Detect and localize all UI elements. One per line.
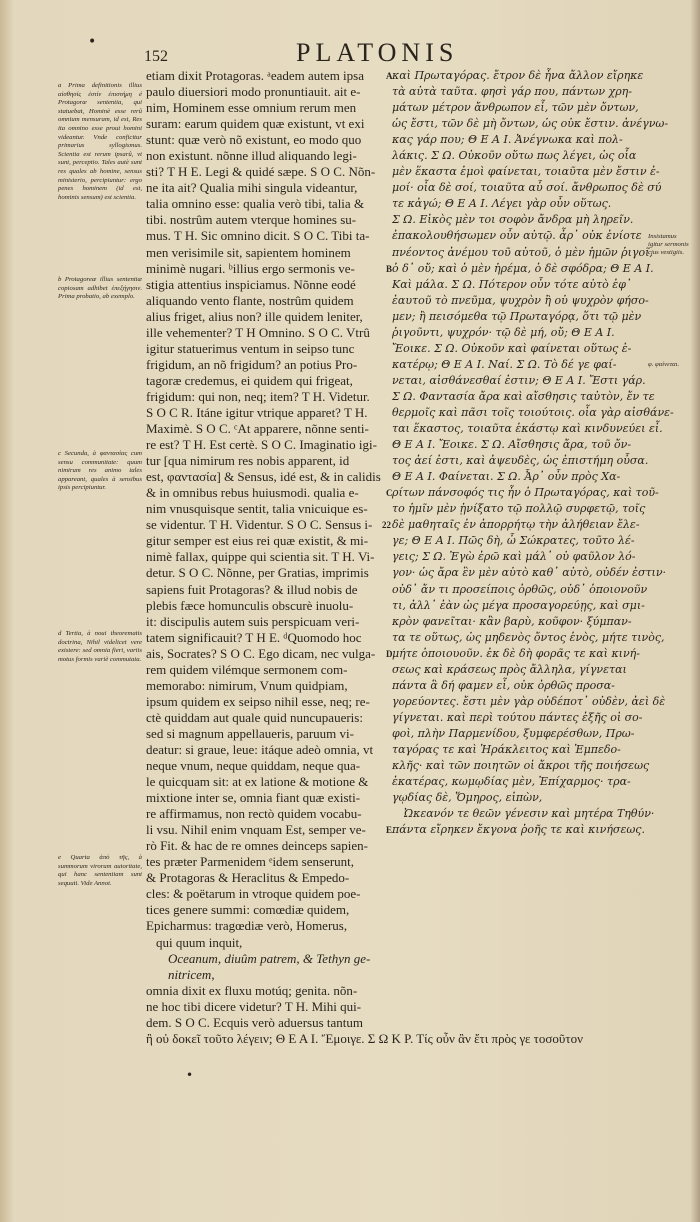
latin-line: minimè nugari. ᵇillius ergo sermonis ve- xyxy=(146,260,355,276)
latin-line: ais, Socrates? S O C. Ego dicam, nec vulga- xyxy=(146,645,376,661)
latin-line: alius friget, alius non? ille quidem leniter, xyxy=(146,308,363,324)
latin-line: tur [qua nimirum res nobis apparent, id xyxy=(146,453,350,469)
latin-line: men verisimile sit, sapientem hominem xyxy=(146,244,351,260)
latin-line: le quicquam sit: at ex latione & motione & xyxy=(146,774,369,790)
greek-line: τε κἀγώ; Θ Ε Α Ι. Λέγει γὰρ οὖν οὕτως. xyxy=(392,197,612,211)
latin-line: ἢ οὐ δοκεῖ τοῦτο λέγειν; Θ Ε Α Ι. Ἔμοιγε. Σ Ω Κ Ρ. Τίς οὖν ἂν ἔτι πρὸς γε τοσοῦτον xyxy=(146,1030,583,1046)
section-marker: 22 xyxy=(382,520,391,531)
latin-line: paulo diuersiori modo pronuntiauit. ait e- xyxy=(146,84,361,100)
greek-line: μήτε ὁποιουοῦν. ἐκ δὲ δὴ φορᾶς τε καὶ κινή- xyxy=(392,646,640,660)
greek-line: γίγνεται. καὶ περὶ τούτου πάντες ἑξῆς οἱ σο- xyxy=(392,710,643,724)
greek-line: γε; Θ Ε Α Ι. Πῶς δὴ, ὦ Σώκρατες, τοῦτο λέ- xyxy=(392,534,635,548)
greek-line: ται ἕκαστος, τοιαῦτα ἑκάστῳ καὶ κινδυνεύει εἶ. xyxy=(392,422,663,436)
greek-line: Σ Ω. Εἰκὸς μὲν τοι σοφὸν ἄνδρα μὴ ληρεῖν. xyxy=(392,213,634,227)
greek-line: ἐπακολουθήσωμεν οὖν αὐτῷ. ἆρ᾽ οὐκ ἐνίοτε xyxy=(392,229,642,243)
margin-note-b: b Protagoreæ illius sententiæ copiosam adhibet ἐπεξήγησιν. Prima probatio, ab exemplo. xyxy=(58,276,142,301)
greek-line: φοὶ, πλὴν Παρμενίδου, ξυμφερέσθων, Πρω- xyxy=(392,726,635,740)
greek-line: θερμοῖς καὶ πᾶσι τοῖς τοιούτοις. οἷα γὰρ αἰσθάνε- xyxy=(392,405,674,419)
greek-line: Ὠκεανόν τε θεῶν γένεσιν καὶ μητέρα Τηθύν· xyxy=(404,807,655,821)
section-marker: C xyxy=(386,488,393,499)
latin-line: detur. S O C. Nõnne, per Gratias, imprimis xyxy=(146,565,369,581)
latin-line: est, φαντασία] & Sensus, idé est, & in calidis xyxy=(146,469,381,485)
greek-line: γον· ὡς ἄρα ἓν μὲν αὐτὸ καθ᾽ αὑτὸ, οὐδέν ἐστιν· xyxy=(392,566,667,580)
greek-line: γεις; Σ Ω. Ἐγὼ ἐρῶ καὶ μάλ᾽ οὐ φαῦλον λό- xyxy=(392,550,636,564)
greek-line: κλῆς· καὶ τῶν ποιητῶν οἱ ἄκροι τῆς ποιήσεως xyxy=(392,759,650,773)
latin-line: igitur statuerimus ventum in seipso tunc xyxy=(146,340,355,356)
greek-line: δὲ μαθηταῖς ἐν ἀπορρήτῳ τὴν ἀλήθειαν ἔλε- xyxy=(392,518,640,532)
latin-line: li vsu. Nihil enim vnquam Est, semper ve- xyxy=(146,822,366,838)
greek-line: Θ Ε Α Ι. Φαίνεται. Σ Ω. Ἆρ᾽ οὖν πρὸς Χα- xyxy=(392,470,621,484)
latin-line: nim, Hominem esse omnium rerum men xyxy=(146,100,357,116)
section-marker: A xyxy=(386,71,393,81)
latin-line: gitur semper est eius rei quæ existit, & mi- xyxy=(146,533,369,549)
latin-line: neque vnum, neque quiddam, neque qua- xyxy=(146,758,361,774)
latin-line: tices genere summi: comœdiæ quidem, xyxy=(146,902,350,918)
margin-note-d: d Tertia, à noui theorematis doctrina, Nihil videlicet vere existere: sed omnia fieri, variis motus formis variè commutata. xyxy=(58,630,142,663)
latin-line: frigidum: qui non, neq; item? T H. Videtur. xyxy=(146,388,370,404)
margin-note-right: φ. φαίνεται. xyxy=(648,360,680,368)
greek-line: Ἔοικε. Σ Ω. Οὐκοῦν καὶ φαίνεται οὕτως ἑ- xyxy=(392,341,632,355)
ink-dot: • xyxy=(88,34,97,50)
greek-line: μοί· οἷα δὲ σοί, τοιαῦτα αὖ σοί. ἄνθρωπος δὲ σύ xyxy=(392,181,662,195)
latin-line: S O C R. Itáne igitur vtrique apparet? T H. xyxy=(146,404,368,420)
latin-line: mixtione inter se, omnia fiant quæ existi- xyxy=(146,790,361,806)
margin-note-e: e Quarta ἀπὸ τῆς, à summorum virorum autoritate, qui hanc sententiam sunt sequuti. Vide Annot. xyxy=(58,854,142,887)
greek-line: γορεύοντες. ἔστι μὲν γὰρ οὐδέποτ᾽ οὐδὲν, ἀεὶ δὲ xyxy=(392,694,666,708)
latin-line: qui quum inquit, xyxy=(156,934,243,950)
latin-line: Epicharmus: tragœdiæ verò, Homerus, xyxy=(146,918,348,934)
latin-line: tes præter Parmenidem ᵉidem senserunt, xyxy=(146,854,355,870)
greek-line: πάντα ἃ δή φαμεν εἶ, οὐκ ὀρθῶς προσα- xyxy=(392,678,615,692)
greek-line: τι, ἀλλ᾽ ἐὰν ὡς μέγα προσαγορεύῃς, καὶ σμι- xyxy=(392,598,645,612)
greek-line: κατέρῳ; Θ Ε Α Ι. Ναί. Σ Ω. Τὸ δέ γε φαί- xyxy=(392,357,617,371)
greek-line: Σ Ω. Φαντασία ἄρα καὶ αἴσθησις ταὐτὸν, ἔν τε xyxy=(392,389,655,403)
latin-line: ipsum quidem ex seipso nihil esse, neq; re- xyxy=(146,693,370,709)
latin-line: memorabo: nimirum, Vnum quidpiam, xyxy=(146,677,348,693)
latin-line: stigia attentius inspiciamus. Nõnne eodé xyxy=(146,276,356,292)
greek-line: μεν; ἢ πεισόμεθα τῷ Πρωταγόρᾳ, ὅτι τῷ μὲν xyxy=(392,309,642,323)
greek-line: ρίτων πάνσοφός τις ἦν ὁ Πρωταγόρας, καὶ τοῦ- xyxy=(392,486,659,500)
greek-line: Θ Ε Α Ι. Ἔοικε. Σ Ω. Αἴσθησις ἄρα, τοῦ ὄν- xyxy=(392,438,632,452)
latin-line: suram: earum quidem quæ existunt, vt exi xyxy=(146,116,365,132)
ink-dot: • xyxy=(186,1068,194,1082)
latin-line: re affirmamus, non rectò quidem vocabu- xyxy=(146,806,362,822)
greek-line: γῳδίας δὲ, Ὅμηρος, εἰπὼν, xyxy=(392,791,543,805)
latin-line: frigidum, an nõ frigidum? an potius Pro- xyxy=(146,356,358,372)
latin-line: stunt: quæ verò nõ existunt, eo modo quo xyxy=(146,132,362,148)
greek-line: νεται, αἰσθάνεσθαί ἐστιν; Θ Ε Α Ι. Ἔστι γάρ. xyxy=(392,373,646,387)
greek-line: λάκις. Σ Ω. Οὐκοῦν οὕτω πως λέγει, ὡς οἷα xyxy=(392,149,637,163)
latin-line: Oceanum, diuûm patrem, & Tethyn ge- xyxy=(168,950,371,966)
greek-line: πάντα εἴρηκεν ἔκγονα ῥοῆς τε καὶ κινήσεως. xyxy=(392,823,645,837)
greek-line: κας γάρ που; Θ Ε Α Ι. Ἀνέγνωκα καὶ πολ- xyxy=(392,133,623,147)
latin-line: nim vnusquisque sentit, talia vnicuique es- xyxy=(146,501,368,517)
greek-line: το ἡμῖν μὲν ᾐνίξατο τῷ πολλῷ συρφετῷ, τοῖς xyxy=(392,502,646,516)
greek-line: ἑαυτοῦ τὸ πνεῦμα, ψυχρὸν ἢ οὐ ψυχρὸν φήσο- xyxy=(392,293,649,307)
latin-line: non existunt. nõnne illud aliquando legi- xyxy=(146,148,357,164)
latin-line: & in omnibus rebus huiusmodi. qualia e- xyxy=(146,485,359,501)
latin-line: ne hoc tibi dicere videtur? T H. Mihi qui- xyxy=(146,998,362,1014)
latin-line: tagoræ credemus, ei quidem qui frigeat, xyxy=(146,372,353,388)
running-title: PLATONIS xyxy=(296,38,459,67)
latin-line: plebis fæce homunculis obscurè inuolu- xyxy=(146,597,354,613)
latin-line: nimè fallax, quippe qui scientia sit. T H. Vi- xyxy=(146,549,375,565)
page-header xyxy=(140,38,680,68)
greek-line: οὐδ᾽ ἄν τι προσείποις ὀρθῶς, οὐδ᾽ ὁποιονοῦν xyxy=(392,582,648,596)
latin-line: rem quidem vilémque sermonem com- xyxy=(146,661,348,677)
section-marker: E xyxy=(386,825,393,836)
latin-line: dem. S O C. Ecquis verò aduersus tantum xyxy=(146,1014,363,1030)
latin-line: sapiens fuit Protagoras? & illud nobis de xyxy=(146,581,358,597)
latin-line: omnia dixit ex fluxu motúq; genita. nõn- xyxy=(146,982,358,998)
binding-shadow xyxy=(690,0,700,1222)
greek-line: καὶ Πρωταγόρας. ἔτρον δὲ ἦνα ἄλλον εἴρηκε xyxy=(392,69,644,82)
latin-line: se videntur. T H. Videntur. S O C. Sensus i- xyxy=(146,517,373,533)
greek-line: μάτων μέτρον ἄνθρωπον εἶ, τῶν μὲν ὄντων, xyxy=(392,101,639,115)
greek-line: τος ἀεί ἐστι, καὶ ἀψευδὲς, ὡς ἐπιστήμη οὖσα. xyxy=(392,454,649,468)
latin-line: nitricem, xyxy=(168,966,215,982)
latin-line: re est? T H. Est certè. S O C. Imaginatio igi- xyxy=(146,437,377,453)
latin-line: ille vehementer? T H Omnino. S O C. Vtrû xyxy=(146,324,370,340)
section-marker: D xyxy=(386,648,393,659)
greek-line: ὁ δ᾽ οὔ; καὶ ὁ μὲν ἠρέμα, ὁ δὲ σφόδρα; Θ Ε Α Ι. xyxy=(392,261,654,275)
latin-line: talia omnino esse: qualia verò tibi, talia & xyxy=(146,196,365,212)
margin-note-c: c Secunda, à φαντασίας cum sensu communitate: quum nimirum res animo tales appareant, quales à sensibus ipsis percipiuntur. xyxy=(58,450,142,492)
margin-note-a: a Prima definitionis illius αἰσθησίς ἐστίν ἐπιστήμη é Protagoræ sententia, qui statuebat, Hominè esse rerû omnium mensuram, id est, Res ita omnino esse prout homini videantur. Vnde conficitur primarius syllogismus. Scientia est rerum ipsarû, vt sunt, perceptio. Tales autè sunt res quales ab homine, sensus ministerio, percipiuntur: ergo penes hominem (id est, hominis sensum) est scientia. xyxy=(58,82,142,201)
greek-line: τα τε οὕτως, ὡς μηδενὸς ὄντος ἑνὸς, μήτε τινὸς, xyxy=(392,630,665,644)
latin-line: tibi. nostrûm autem vterque homines su- xyxy=(146,212,357,228)
latin-line: deatur: si graue, leue: itáque adeò omnia, vt xyxy=(146,741,374,757)
latin-line: cles: & poëtarum in vtroque quidem poe- xyxy=(146,886,361,902)
greek-line: μὲν ἕκαστα ἐμοὶ φαίνεται, τοιαῦτα μὲν ἔστιν ἐ- xyxy=(392,165,660,179)
latin-line: Maximè. S O C. ᶜAt apparere, nõnne senti- xyxy=(146,421,369,437)
latin-line: aliquando vento flante, nostrûm quidem xyxy=(146,292,354,308)
greek-line: ἑκατέρας, κωμῳδίας μὲν, Ἐπίχαρμος· τρα- xyxy=(392,775,631,789)
latin-line: sti? T H E. Legi & quidé sæpe. S O C. Nõn- xyxy=(146,164,376,180)
greek-line: ῥιγοῦντι, ψυχρόν· τῷ δὲ μή, οὔ; Θ Ε Α Ι. xyxy=(392,325,615,339)
margin-note-right: Insistamus igitur sermonis cius vestigiis. xyxy=(648,232,689,256)
page-number: 152 xyxy=(144,48,168,65)
latin-line: tatem significauit? T H E. ᵈQuomodo hoc xyxy=(146,629,362,645)
greek-line: ὡς ἔστι, τῶν δὲ μὴ ὄντων, ὡς οὐκ ἔστιν. ἀνέγνω- xyxy=(392,117,669,131)
greek-line: ταγόρας τε καὶ Ἡράκλειτος καὶ Ἐμπεδο- xyxy=(392,742,621,756)
latin-line: & Protagoras & Heraclitus & Empedo- xyxy=(146,870,350,886)
greek-line: κρὸν φανεῖται· κἂν βαρὺ, κοῦφον· ξύμπαν- xyxy=(392,614,632,628)
greek-line: τὰ αὐτὰ ταῦτα. φησὶ γάρ που, πάντων χρη- xyxy=(392,85,632,99)
section-marker: B xyxy=(386,263,393,274)
latin-line: mus. T H. Sic omnino dicit. S O C. Tibi ta- xyxy=(146,228,370,244)
greek-line: σεως καὶ κράσεως πρὸς ἄλληλα, γίγνεται xyxy=(392,662,627,676)
latin-line: sed si magnum appellaueris, paruum vi- xyxy=(146,725,354,741)
latin-line: ctè quiddam aut quale quid nuncupaueris: xyxy=(146,709,363,725)
latin-line: etiam dixit Protagoras. ᵃeadem autem ipsa xyxy=(146,68,364,83)
greek-line: πνέοντος ἀνέμου τοῦ αὐτοῦ, ὁ μὲν ἡμῶν ῥιγοῖ, xyxy=(392,245,653,259)
latin-line: ne ita ait? Qualia mihi singula videantur, xyxy=(146,180,358,196)
latin-line: rò Fit. & hac de re omnes deinceps sapien- xyxy=(146,838,369,854)
latin-line: it: discipulis autem suis perspicuam veri- xyxy=(146,613,360,629)
greek-line: Καὶ μάλα. Σ Ω. Πότερον οὖν τότε αὐτὸ ἐφ᾽ xyxy=(392,277,632,291)
